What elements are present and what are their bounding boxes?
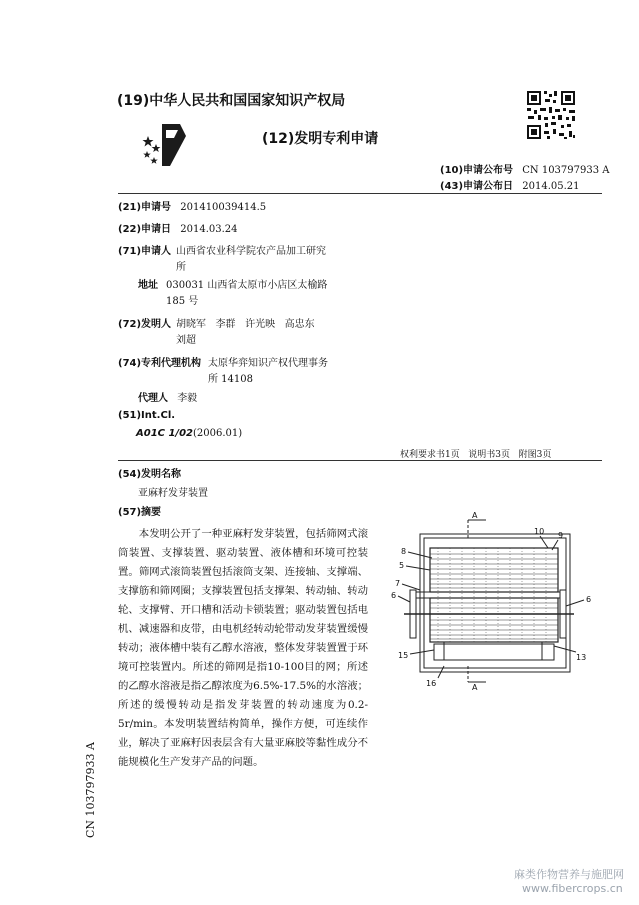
figure-label-6-right: 6 (586, 595, 592, 604)
agent-row (138, 389, 197, 404)
ipc-class: A01C 1/02 (136, 428, 194, 439)
address-line-1: 030031 山西省太原市小店区太榆路 (166, 280, 328, 291)
figure-label-9: 9 (558, 531, 564, 540)
section-mark-bottom: A (472, 683, 478, 692)
applicant-line-1: 山西省农业科学院农产品加工研究 (176, 246, 326, 257)
biblio-divider (118, 460, 602, 461)
address-label: 地址 (138, 280, 158, 291)
watermark-line-2: www.fibercrops.cn (522, 882, 623, 895)
watermark-line-1: 麻类作物营养与施肥网 (514, 868, 624, 881)
figure-label-6-left: 6 (391, 591, 397, 600)
section-mark-top: A (472, 511, 478, 520)
qr-code-icon (525, 89, 577, 141)
application-number-row (118, 198, 266, 213)
figure-label-13: 13 (576, 653, 587, 662)
inventor-label: (72)发明人 (118, 319, 172, 330)
ipc-date: (2006.01) (193, 428, 243, 439)
applicant-line-2: 所 (176, 262, 186, 273)
figure-label-15: 15 (398, 651, 409, 660)
abstract-body (118, 525, 368, 772)
invention-title: 亚麻籽发芽装置 (138, 488, 208, 499)
figure-label-16: 16 (426, 679, 437, 688)
inventor-line-2: 刘超 (176, 335, 196, 346)
page-count-info: 权利要求书1页 说明书3页 附图3页 (400, 450, 552, 460)
application-date-row (118, 220, 238, 235)
agent-name: 李毅 (177, 393, 198, 404)
application-date-label: (22)申请日 (118, 224, 172, 235)
figure-label-7: 7 (395, 579, 401, 588)
applicant-label: (71)申请人 (118, 246, 172, 257)
publication-date: 2014.05.21 (522, 181, 580, 192)
figure-label-8: 8 (401, 547, 407, 556)
application-number-label: (21)申请号 (118, 202, 172, 213)
agency-line-1: 太原华弈知识产权代理事务 (208, 358, 328, 369)
application-date: 2014.03.24 (180, 224, 238, 235)
publication-date-row (440, 177, 580, 192)
publication-number: CN 103797933 A (522, 165, 610, 176)
document-type: (12)发明专利申请 (262, 131, 379, 147)
figure-label-5: 5 (399, 561, 405, 570)
figure-label-10: 10 (534, 527, 545, 536)
abstract-text: 本发明公开了一种亚麻籽发芽装置，包括筛网式滚筒装置、支撑装置、驱动装置、液体槽和环境可控装置。筛网式滚筒装置包括滚筒支架、连接轴、支撑端、支撑筋和筛网圈；支撑装置包括支撑架、转动轴、转动轮、支撑臂、开口槽和活动卡锁装置；驱动装置包括电机、减速器和皮带，由电机经转动轮带动发芽装置缓慢转动；液体槽中装有乙醇水溶液，整体发芽装置置于环境可控装置内。所述的筛网是指10-100目的网；所述的乙醇水溶液是指乙醇浓度为6.5%-17.5%的水溶液；所述的缓慢转动是指发芽装置的转动速度为0.2-5r/min。本发明装置结构简单，操作方便，可连续作业，解决了亚麻籽因表层含有大量亚麻胶等黏性成分不能规模化生产发芽产品的问题。 (118, 528, 368, 768)
side-publication-number: CN 103797933 A (84, 742, 97, 838)
publication-date-label: (43)申请公布日 (440, 181, 514, 192)
abstract-drawing (388, 506, 598, 692)
inventor-line-1: 胡晓军 李群 许光映 高忠东 (176, 319, 315, 330)
cnipa-logo-icon (140, 122, 188, 168)
application-number: 201410039414.5 (180, 202, 267, 213)
agent-label: 代理人 (138, 393, 168, 404)
agency-label: (74)专利代理机构 (118, 358, 202, 369)
publication-number-label: (10)申请公布号 (440, 165, 514, 176)
office-name: (19)中华人民共和国国家知识产权局 (117, 93, 346, 109)
publication-number-row (440, 161, 610, 176)
ipc-row (136, 428, 242, 439)
address-line-2: 185 号 (166, 296, 199, 307)
agency-line-2: 所 14108 (208, 374, 253, 385)
abstract-label: (57)摘要 (118, 507, 162, 518)
invention-title-label: (54)发明名称 (118, 469, 182, 480)
header-divider (118, 193, 602, 194)
int-cl-label: (51)Int.Cl. (118, 410, 176, 421)
